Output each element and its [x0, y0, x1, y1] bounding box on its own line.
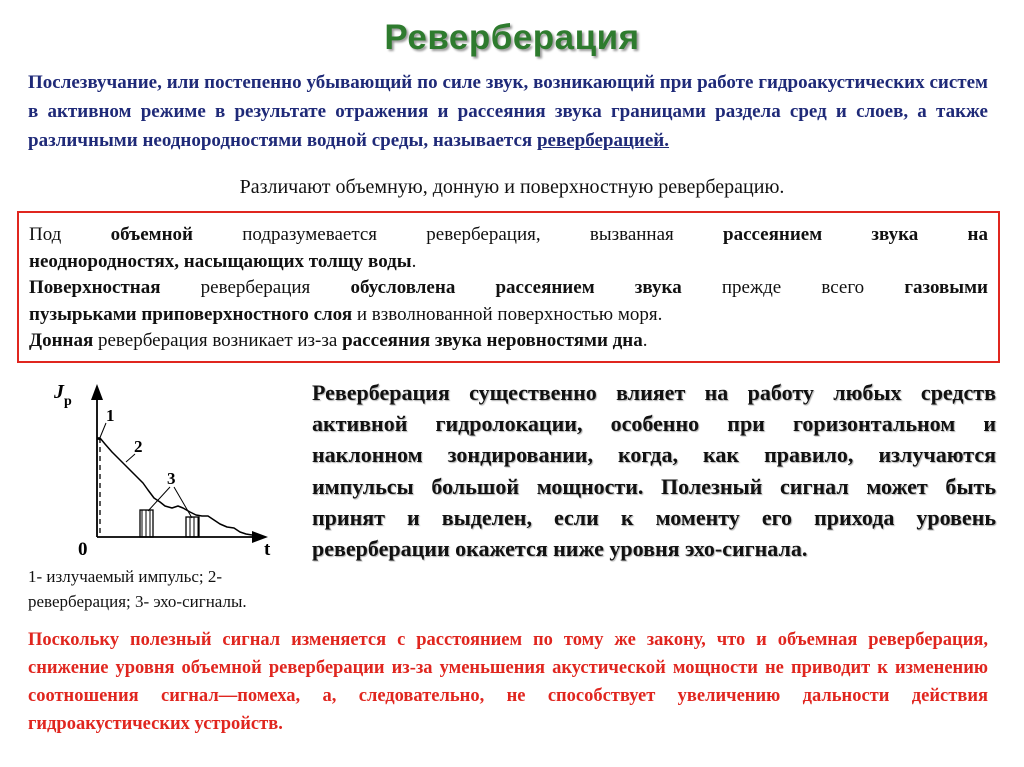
volume-bold-b: неоднородностях, насыщающих толщу воды [29, 250, 412, 272]
volume-prefix: Под [29, 224, 111, 245]
surface-reverb-line-2 [29, 302, 988, 329]
influence-text: Реверберация существенно влияет на работу любых средств активной гидролокации, особенно при горизонтальном и наклонном зондировании, когда, как правило, излучаются импульсы большой мощности. Полезный сигнал может быть принят и выделен, если к моменту его прихода уровень реверберации окажется ниже уровня эхо-сигнала. [312, 380, 996, 562]
label-3: 3 [167, 469, 176, 488]
y-axis-arrow [91, 384, 103, 400]
surface-bold-b: газовыми [904, 277, 989, 298]
definition-lead: Послезвучание, или постепенно убывающий по силе звук, возникающий при работе гидроакустических систем в активном режиме в результате отражения и рассеяния звука границами раздела сред и слоев, а также различными неоднородностями водной среды, называется [28, 72, 988, 151]
echo-signal-1 [140, 510, 153, 537]
reverberation-diagram-svg [20, 372, 300, 562]
origin-label: 0 [78, 539, 88, 560]
volume-end: . [411, 250, 417, 272]
definition-term: реверберацией. [536, 130, 670, 151]
bottom-reverb-line [29, 328, 988, 355]
bottom-bold-a: рассеяния звука неровностями дна [342, 330, 643, 351]
volume-middle: подразумевается реверберация, вызванная [192, 224, 723, 245]
bottom-t1: реверберация возникает из-за [93, 330, 343, 351]
label-2: 2 [134, 437, 143, 456]
slide-title: Реверберация [384, 18, 640, 57]
surface-keyword: Поверхностная [29, 277, 161, 298]
volume-reverb-line-1 [29, 222, 988, 249]
volume-keyword: объемной [110, 224, 193, 245]
diagram-caption: 1- излучаемый импульс; 2-реверберация; 3- эхо-сигналы. [28, 567, 247, 611]
reverberation-diagram [20, 372, 300, 562]
label-1: 1 [106, 406, 115, 425]
surface-t2: прежде всего [681, 277, 905, 298]
leader-3b [174, 487, 192, 518]
surface-t3: и взволнованной поверхностью моря. [352, 303, 663, 325]
influence-paragraph [312, 377, 996, 564]
surface-bold-c: пузырьками приповерхностного слоя [29, 303, 353, 325]
bottom-end: . [642, 330, 648, 351]
surface-t1: реверберация [160, 277, 351, 298]
surface-reverb-line-1 [29, 275, 988, 302]
reverberation-curve [100, 438, 252, 535]
leader-3a [148, 487, 170, 511]
y-axis-label-sub: р [64, 394, 72, 409]
volume-bold-a: рассеянием звука на [723, 224, 988, 245]
echo-signal-2 [186, 517, 199, 537]
conclusion-paragraph: Поскольку полезный сигнал изменяется с расстоянием по тому же закону, что и объемная реверберация, снижение уровня объемной реверберации из-за уменьшения акустической мощности не приводит к изменению соотношения сигнал—помеха, а, следовательно, не способствует увеличению дальности действия гидроакустических устройств. [28, 630, 988, 734]
x-axis-label: t [264, 539, 271, 560]
reverberation-types-box [17, 211, 1000, 363]
volume-reverb-line-2 [29, 249, 988, 276]
definition-paragraph [28, 68, 988, 155]
y-axis-label: J [54, 381, 64, 403]
reverberation-types-intro: Различают объемную, донную и поверхностную реверберацию. [239, 176, 785, 198]
leader-1 [99, 423, 106, 440]
surface-bold-a: обусловлена рассеянием звука [350, 277, 682, 298]
bottom-keyword: Донная [29, 330, 94, 351]
